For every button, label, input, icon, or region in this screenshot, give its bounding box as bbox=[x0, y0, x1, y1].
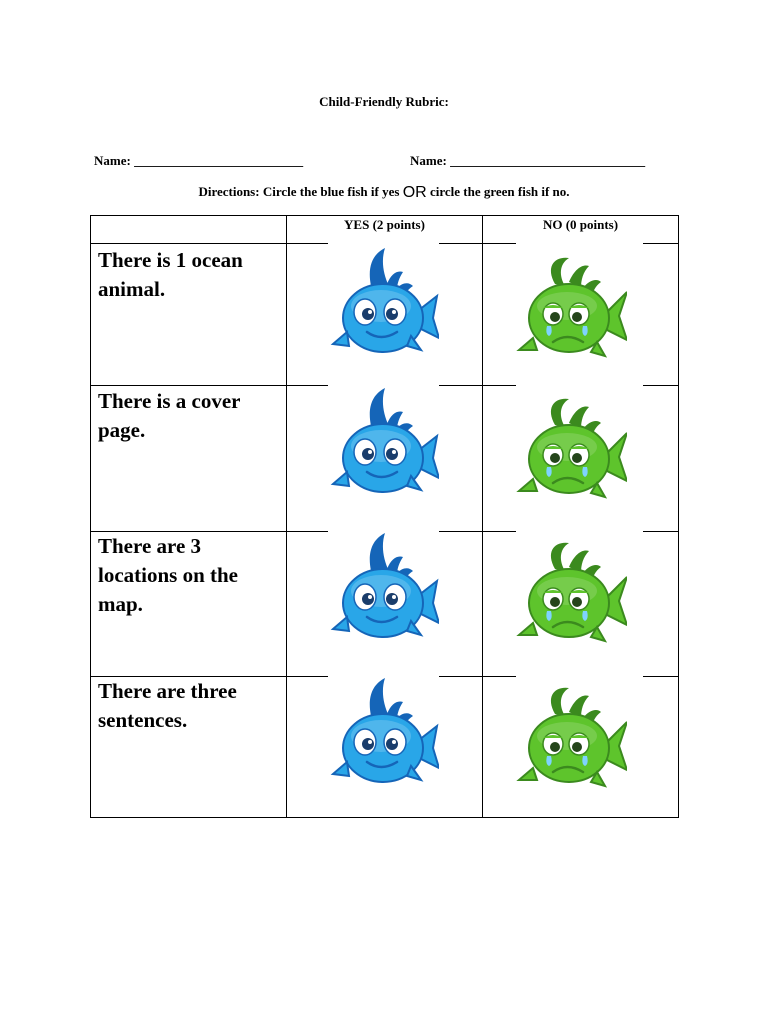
column-header-no: NO (0 points) bbox=[542, 217, 619, 232]
rubric-table bbox=[90, 215, 679, 818]
criterion-4: There are three sentences. bbox=[98, 679, 237, 732]
table-border-right bbox=[678, 215, 679, 818]
name-field-left[interactable]: Name: __________________________ bbox=[94, 153, 304, 168]
directions-before: Directions: Circle the blue fish if yes bbox=[198, 184, 400, 199]
criterion-2: There is a cover page. bbox=[98, 389, 241, 442]
name-field-right[interactable]: Name: ______________________________ bbox=[410, 153, 646, 168]
happy-blue-fish-icon[interactable] bbox=[327, 246, 439, 358]
rubric-title: Child-Friendly Rubric: bbox=[319, 94, 449, 109]
table-border-left bbox=[90, 215, 91, 818]
happy-blue-fish-icon[interactable] bbox=[327, 676, 439, 788]
criterion-1: There is 1 ocean animal. bbox=[98, 248, 243, 301]
table-border-bottom bbox=[90, 817, 679, 818]
sad-green-fish-icon[interactable] bbox=[515, 539, 627, 651]
happy-blue-fish-icon[interactable] bbox=[327, 531, 439, 643]
sad-green-fish-icon[interactable] bbox=[515, 395, 627, 507]
table-divider-1 bbox=[286, 215, 287, 818]
table-divider-2 bbox=[482, 215, 483, 818]
criterion-3: There are 3 locations on the map. bbox=[98, 534, 239, 616]
directions-after: circle the green fish if no. bbox=[429, 184, 570, 199]
sad-green-fish-icon[interactable] bbox=[515, 254, 627, 366]
column-header-yes: YES (2 points) bbox=[344, 217, 425, 232]
directions bbox=[0, 184, 768, 202]
sad-green-fish-icon[interactable] bbox=[515, 684, 627, 796]
happy-blue-fish-icon[interactable] bbox=[327, 386, 439, 498]
directions-or: OR bbox=[402, 184, 427, 201]
